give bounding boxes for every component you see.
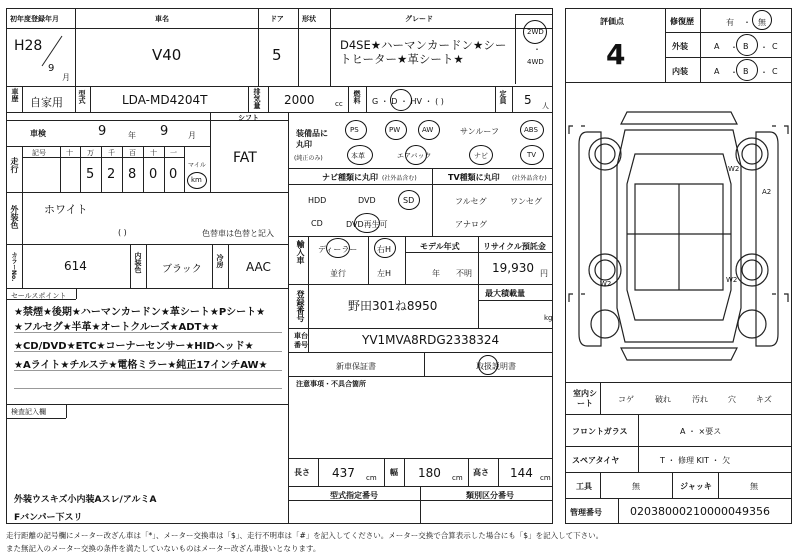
sales-point-line-3: ★CD/DVD★ETC★コーナーセンサー★HIDヘッド★	[14, 341, 254, 352]
fuel-label: 燃料	[353, 90, 361, 104]
mileage-header-6: 一	[170, 149, 177, 157]
interior-dot-1: ・	[730, 68, 738, 77]
mileage-digit-4: 8	[128, 167, 137, 182]
exterior-a: A	[714, 42, 720, 51]
inspector-line-1: 外装ウスキズ小内装Aスレ/アルミA	[14, 495, 157, 505]
repair-label: 修復歴	[670, 17, 694, 26]
mileage-header-5: 十	[150, 149, 157, 157]
shaken-label: 車検	[30, 129, 46, 138]
ac-value: AAC	[246, 260, 271, 274]
height-label: 高さ	[473, 468, 489, 477]
color-note: 色替車は色替と記入	[202, 229, 274, 238]
car-damage-diagram	[565, 84, 792, 380]
tv-title: TV種類に丸印	[448, 173, 500, 182]
tv-oneseg: ワンセグ	[510, 197, 542, 206]
seat-scratch: キズ	[756, 395, 772, 404]
notes-label: 注意事項・不具合箇所	[296, 380, 366, 388]
width-value: 180	[418, 466, 441, 480]
sales-point-line-2: ★フルセグ★半革★オートクルーズ★ADT★★	[14, 322, 220, 333]
width-unit: cm	[452, 474, 463, 482]
grade-value: D4SE★ハーマンカードン★シートヒーター★革シート★	[340, 38, 507, 66]
shaken-year-unit: 年	[128, 131, 136, 140]
repair-no: 無	[758, 18, 766, 27]
navi-hdd: HDD	[308, 196, 327, 205]
seat-hole: 穴	[728, 395, 736, 404]
model-year-label: モデル年式	[420, 242, 460, 251]
front-glass-label: フロントガラス	[572, 427, 628, 436]
use-value: 自家用	[30, 96, 63, 109]
grade-label: グレード	[405, 15, 433, 23]
import-dealer: ディーラー	[318, 245, 358, 254]
height-value: 144	[510, 466, 533, 480]
displacement-value: 2000	[284, 93, 315, 107]
chassis-label: 車台番号	[294, 332, 308, 349]
model-year-unknown: 不明	[456, 269, 472, 278]
height-unit: cm	[540, 474, 551, 482]
shape-label: 形状	[302, 15, 316, 23]
color-value: ホワイト	[44, 203, 88, 216]
import-parallel: 並行	[330, 269, 346, 278]
model-label: 型式	[78, 90, 86, 104]
interior-a: A	[714, 67, 720, 76]
equip-leather: 本革	[351, 152, 365, 160]
shaken-year: 9	[98, 124, 107, 139]
interior-color-value: ブラック	[162, 264, 202, 275]
front-glass-value: A ・ ×要ス	[680, 427, 722, 436]
mileage-header-3: 千	[108, 149, 115, 157]
first-reg-month-unit: 月	[62, 73, 70, 82]
type-approval-label: 型式指定番号	[330, 491, 378, 500]
car-name-value: V40	[152, 46, 182, 64]
mileage-digit-5: 0	[149, 167, 158, 182]
capacity-unit: 人	[542, 102, 549, 110]
exterior-dot-2: ・	[760, 43, 768, 52]
mgmt-label: 管理番号	[570, 508, 602, 517]
interior-c: C	[772, 67, 778, 76]
mileage-digit-3: 2	[107, 167, 116, 182]
equip-abs: ABS	[524, 126, 538, 134]
drive-2wd: 2WD	[527, 28, 544, 36]
import-rh: 右H	[377, 245, 392, 254]
seat-stain: 汚れ	[692, 395, 708, 404]
color-no-value: 614	[64, 259, 87, 273]
score-label: 評価点	[600, 17, 624, 26]
model-year-unit: 年	[432, 269, 440, 278]
mileage-digit-6: 0	[169, 167, 178, 182]
inspector-label: 検査記入欄	[11, 408, 46, 416]
sales-point-line-4: ★Aライト★チルステ★電格ミラー★純正17インチAW★	[14, 360, 268, 371]
mileage-header-0: 記号	[32, 149, 46, 157]
mileage-header-1: 十	[66, 149, 73, 157]
equipment-label: 装備品に丸印	[296, 129, 328, 149]
fuel-d-circle	[390, 89, 412, 111]
equip-aw: AW	[422, 126, 434, 134]
interior-color-label: 内装色	[134, 252, 142, 273]
diagram-mark-a2: A2	[762, 188, 772, 196]
navi-dvd: DVD	[358, 196, 376, 205]
chassis-number: YV1MVA8RDG2338324	[362, 333, 500, 347]
mileage-label: 走行	[10, 157, 19, 173]
diagram-mark-w2-b: W2	[726, 276, 738, 284]
shaken-month-unit: 月	[188, 131, 196, 140]
tools-label: 工具	[576, 482, 592, 491]
jack-label: ジャッキ	[680, 482, 712, 491]
recycle-yen: 円	[540, 269, 548, 278]
ac-label: 冷房	[216, 254, 224, 268]
exterior-c: C	[772, 42, 778, 51]
tools-value: 無	[632, 482, 640, 491]
navi-cd: CD	[311, 219, 323, 228]
shift-value: FAT	[233, 150, 257, 166]
jack-value: 無	[750, 482, 758, 491]
exterior-dot-1: ・	[730, 43, 738, 52]
max-load-label: 最大積載量	[485, 289, 525, 298]
diagram-mark-w2-a: W2	[728, 165, 740, 173]
first-reg-month: 9	[48, 63, 55, 74]
tv-fullseg: フルセグ	[455, 197, 487, 206]
spare-tire-label: スペアタイヤ	[572, 456, 620, 465]
length-unit: cm	[366, 474, 377, 482]
capacity-label: 定員	[499, 90, 507, 104]
width-label: 幅	[390, 468, 398, 477]
mileage-unit-mile: マイル	[188, 162, 206, 169]
drive-dot: ・	[533, 45, 541, 54]
model-value: LDA-MD4204T	[122, 93, 208, 107]
recycle-value: 19,930	[492, 261, 534, 275]
interior-dot-2: ・	[760, 68, 768, 77]
length-value: 437	[332, 466, 355, 480]
equipment-sub: (純正のみ)	[294, 155, 323, 162]
navi-title-sub: (社外品含む)	[382, 175, 417, 182]
doors-value: 5	[272, 46, 282, 64]
interior-b: B	[743, 67, 749, 76]
mileage-header-2: 万	[87, 149, 94, 157]
displacement-label: 排気量	[253, 88, 261, 109]
import-lh: 左H	[377, 269, 392, 278]
inspector-line-2: Fバンパー下スリ	[14, 513, 83, 523]
equip-tv: TV	[527, 151, 537, 159]
first-reg-label: 初年度登録年月	[10, 15, 59, 23]
registration-number: 野田301ね8950	[348, 299, 438, 313]
seat-tear: 破れ	[655, 395, 671, 404]
navi-sd: SD	[403, 196, 415, 205]
displacement-unit: cc	[335, 100, 343, 108]
color-label: 外装色	[10, 205, 19, 229]
owner-manual: 取扱説明書	[476, 362, 516, 371]
drive-4wd: 4WD	[527, 58, 544, 66]
registration-label: 登録番号	[296, 290, 305, 322]
navi-dvd-play: DVD再生可	[346, 220, 388, 229]
equip-airbag: エアバック	[397, 152, 432, 160]
exterior-label: 外装	[672, 42, 688, 51]
equip-pw: PW	[389, 126, 401, 134]
exterior-b: B	[743, 42, 749, 51]
interior-label: 内装	[672, 67, 688, 76]
interior-seat-label: 室内シート	[573, 389, 597, 408]
diagram-mark-w2-c: W2	[600, 280, 612, 288]
shaken-month: 9	[160, 124, 169, 139]
recycle-label: リサイクル預託金	[483, 242, 546, 251]
score-value: 4	[606, 38, 626, 71]
equip-navi: ナビ	[474, 152, 488, 160]
sales-point-label: セールスポイント	[11, 292, 67, 300]
spare-tire-value: T ・ 修理 KIT ・ 欠	[660, 456, 731, 465]
tv-analog: アナログ	[455, 220, 487, 229]
mgmt-number: 02038000210000049356	[630, 505, 770, 518]
capacity-value: 5	[524, 93, 532, 107]
length-label: 長さ	[294, 468, 310, 477]
equip-sunroof: サンルーフ	[460, 127, 499, 136]
sales-point-line-1: ★禁煙★後期★ハーマンカードン★革シート★Pシート★	[14, 307, 266, 318]
new-car-warranty: 新車保証書	[336, 362, 376, 371]
color-note-paren: ( )	[118, 228, 127, 237]
mileage-header-4: 百	[129, 149, 136, 157]
footer-note-1: 走行距離の記号欄にメーター改ざん車は「*」、メーター交換車は「$」、走行不明車は「#」を記入してください。メーター交換で合算表示した場合にも「$」を記入して下さい。	[6, 531, 604, 540]
tv-title-sub: (社外品含む)	[512, 175, 547, 182]
use-label: 車歴	[11, 88, 19, 102]
mileage-digit-2: 5	[86, 167, 95, 182]
car-name-label: 車名	[155, 15, 169, 23]
navi-title: ナビ種類に丸印	[322, 173, 378, 182]
footer-note-2: また無記入のメーター交換の条件を満たしていないものはメーター改ざん車扱いとなります。	[6, 544, 321, 553]
equip-ps: PS	[350, 126, 359, 134]
mileage-unit-km: km	[191, 176, 202, 184]
shift-label: シフト	[238, 114, 259, 122]
category-label: 類別区分番号	[466, 491, 514, 500]
max-load-unit: kg	[544, 314, 553, 322]
door-label: ドア	[270, 15, 284, 23]
repair-dot: ・	[743, 18, 751, 27]
repair-yes: 有	[726, 18, 734, 27]
seat-burn: コゲ	[618, 395, 634, 404]
fuel-options: G ・ D ・ HV ・ ( )	[372, 97, 444, 106]
first-reg-year: H28	[14, 38, 43, 54]
import-label: 輸入車	[296, 240, 305, 264]
color-no-label: カラーNo.	[10, 252, 17, 282]
